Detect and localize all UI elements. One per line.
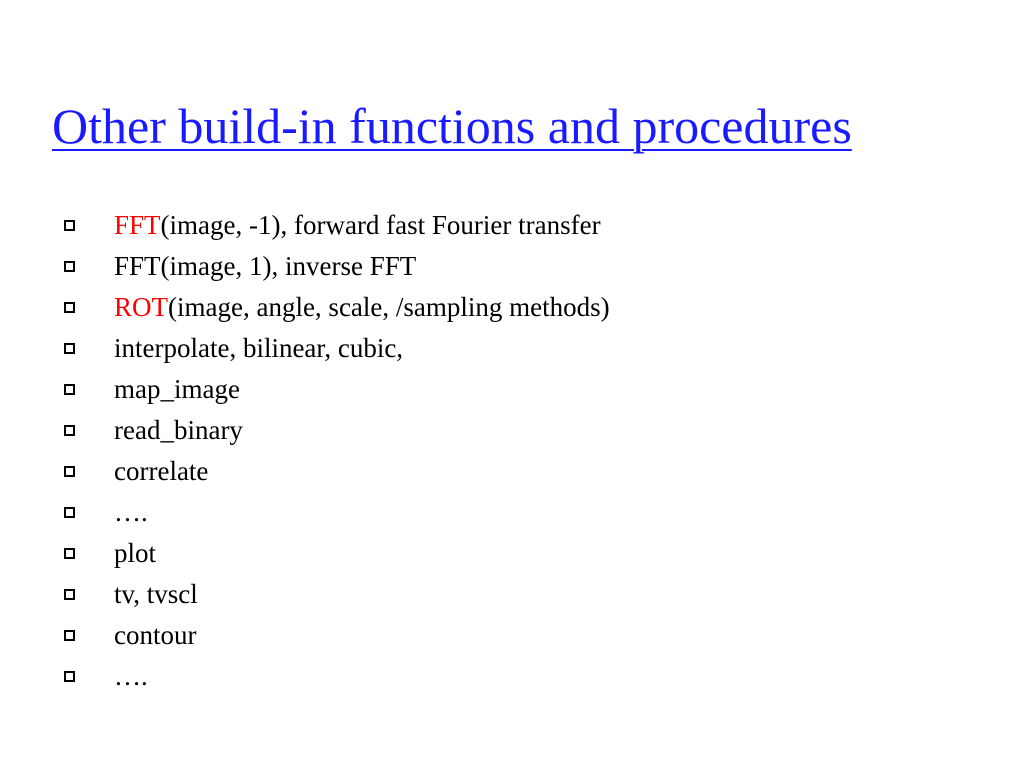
- bullet-body: plot: [114, 538, 157, 568]
- bullet-body: FFT(image, 1), inverse FFT: [114, 251, 417, 281]
- bullet-body: contour: [114, 620, 197, 650]
- bullet-text: [114, 574, 198, 615]
- hollow-square-bullet-icon: [64, 507, 75, 518]
- bullet-text: [114, 492, 148, 533]
- bullet-body: read_binary: [114, 415, 243, 445]
- hollow-square-bullet-icon: [64, 425, 75, 436]
- bullet-text: [114, 205, 601, 246]
- hollow-square-bullet-icon: [64, 589, 75, 600]
- bullet-text: [114, 615, 196, 656]
- bullet-body: ….: [114, 497, 148, 527]
- hollow-square-bullet-icon: [64, 220, 75, 231]
- hollow-square-bullet-icon: [64, 466, 75, 477]
- bullet-text: [114, 451, 208, 492]
- slide-title: Other build-in functions and procedures: [52, 98, 852, 154]
- bullet-text: [114, 369, 240, 410]
- hollow-square-bullet-icon: [64, 630, 75, 641]
- bullet-highlight: ROT: [114, 292, 168, 322]
- bullet-text: [114, 410, 243, 451]
- bullet-text: [114, 533, 156, 574]
- bullet-text: [114, 328, 403, 369]
- bullet-body: correlate: [114, 456, 209, 486]
- bullet-text: [114, 287, 610, 328]
- bullet-body: (image, angle, scale, /sampling methods): [168, 292, 610, 322]
- bullet-highlight: FFT: [114, 210, 161, 240]
- bullet-body: ….: [114, 661, 148, 691]
- bullet-body: interpolate, bilinear, cubic,: [114, 333, 404, 363]
- bullet-body: (image, -1), forward fast Fourier transfer: [160, 210, 601, 240]
- hollow-square-bullet-icon: [64, 261, 75, 272]
- bullet-body: tv, tvscl: [114, 579, 198, 609]
- bullet-text: [114, 246, 416, 287]
- bullet-body: map_image: [114, 374, 240, 404]
- hollow-square-bullet-icon: [64, 302, 75, 313]
- hollow-square-bullet-icon: [64, 548, 75, 559]
- hollow-square-bullet-icon: [64, 343, 75, 354]
- hollow-square-bullet-icon: [64, 384, 75, 395]
- bullet-text: [114, 656, 148, 697]
- hollow-square-bullet-icon: [64, 671, 75, 682]
